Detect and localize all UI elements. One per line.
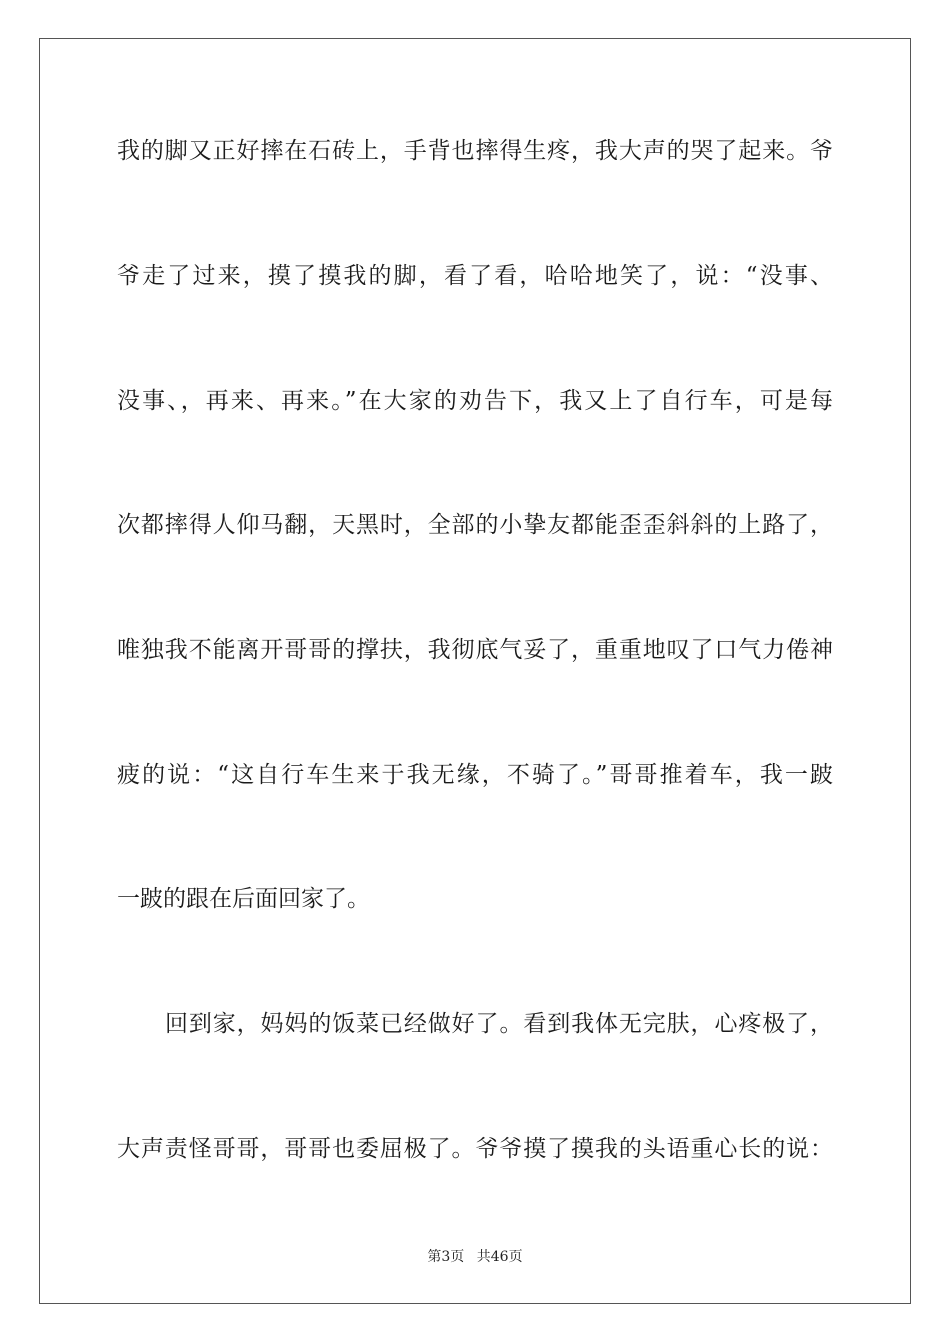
body-text-line: 次都摔得人仰马翻，天黑时，全部的小挚友都能歪歪斜斜的上路了，	[117, 512, 833, 538]
body-text-line: 唯独我不能离开哥哥的撑扶，我彻底气妥了，重重地叹了口气力倦神	[117, 637, 833, 663]
body-text-line: 爷走了过来，摸了摸我的脚，看了看，哈哈地笑了，说：“没事、	[117, 263, 833, 289]
body-text-line: 大声责怪哥哥，哥哥也委屈极了。爷爷摸了摸我的头语重心长的说：	[117, 1136, 833, 1162]
total-pages: 共46页	[476, 1249, 523, 1265]
body-text-line: 我的脚又正好摔在石砖上，手背也摔得生疼，我大声的哭了起来。爷	[117, 138, 833, 164]
page-frame	[39, 38, 911, 1304]
paragraph-first-line: 回到家，妈妈的饭菜已经做好了。看到我体无完肤，心疼极了，	[165, 1011, 833, 1037]
body-text-line: 疲的说：“这自行车生来于我无缘，不骑了。”哥哥推着车，我一跛	[117, 762, 833, 788]
page-number: 第3页	[427, 1249, 465, 1265]
body-text-line: 一跛的跟在后面回家了。	[117, 886, 370, 912]
body-text-line: 没事、，再来、再来。”在大家的劝告下，我又上了自行车，可是每	[117, 388, 833, 414]
page-footer	[0, 1247, 950, 1267]
